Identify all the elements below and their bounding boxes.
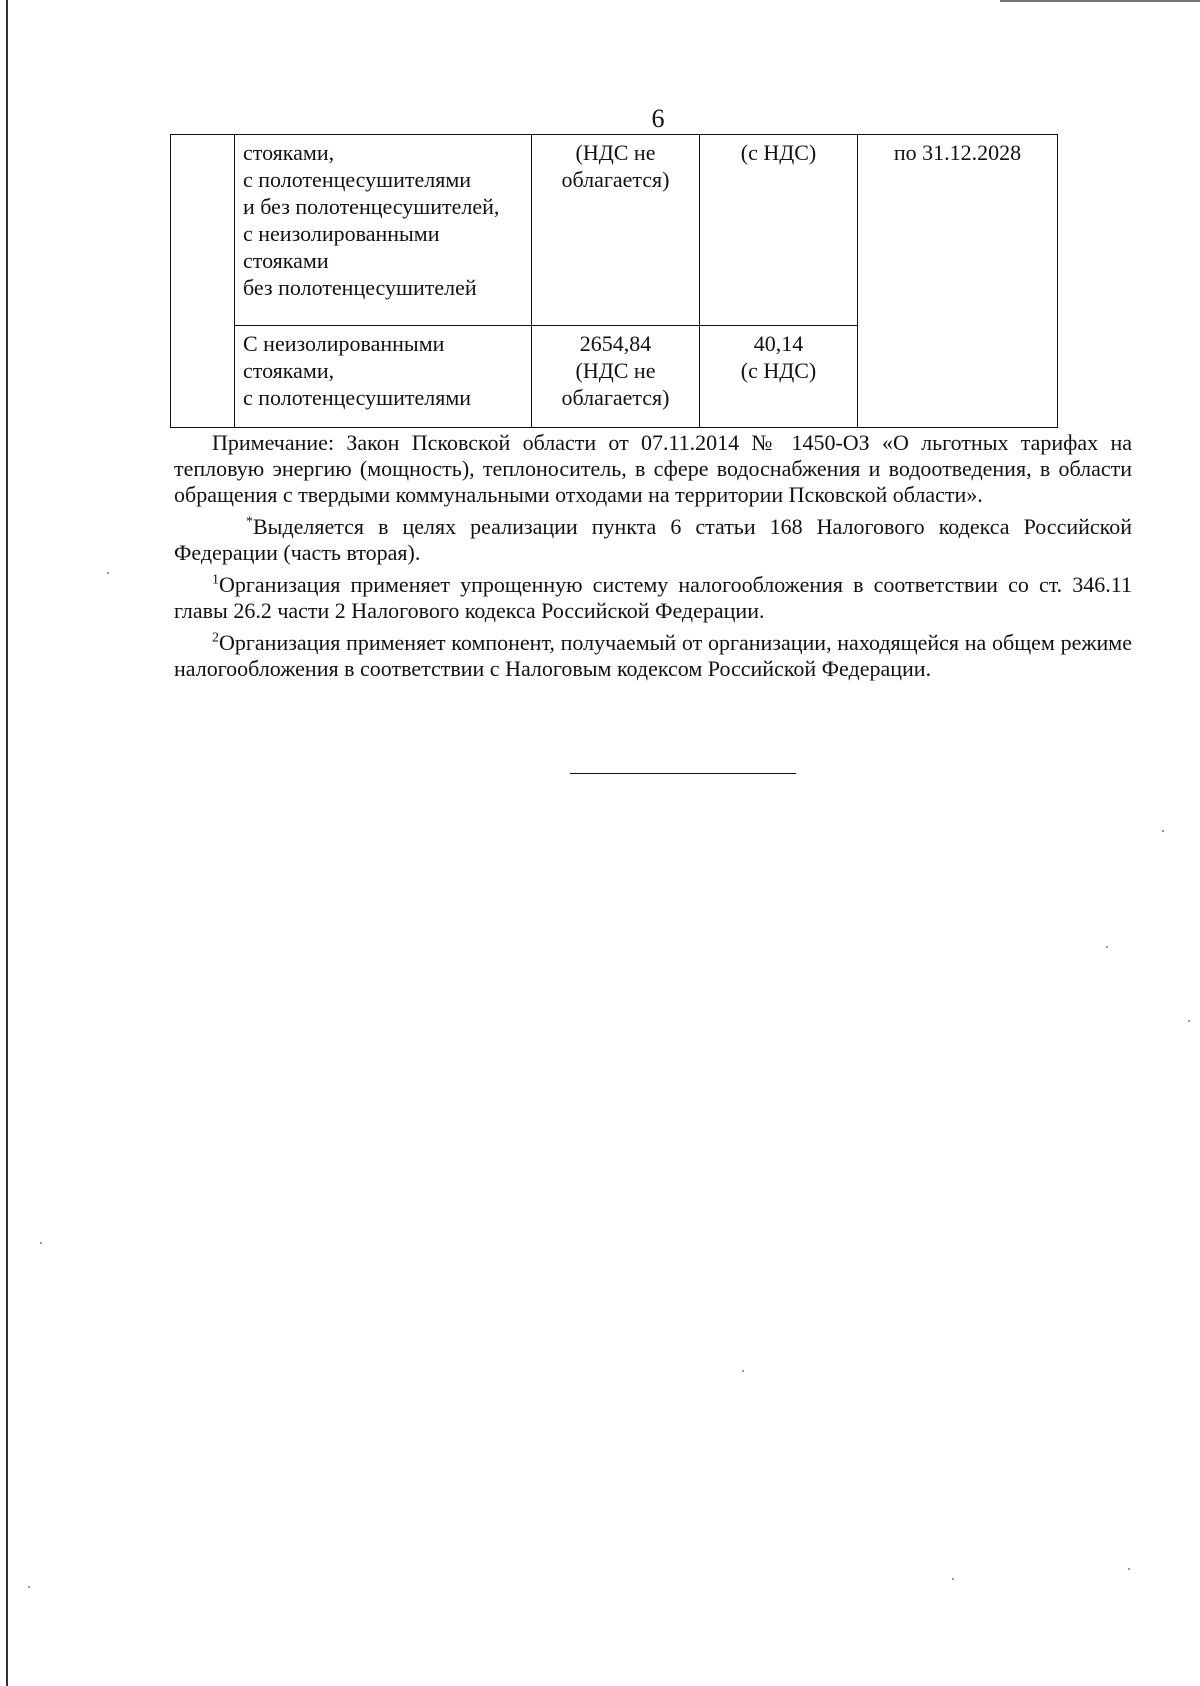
other-rate-cell: [700, 135, 858, 326]
rate-line: облагается): [561, 167, 670, 192]
description-line: с неизолированными: [243, 221, 440, 246]
footnote-2: [174, 630, 1132, 682]
end-of-document-rule: [570, 773, 796, 774]
rate-line: (НДС не: [575, 358, 656, 383]
scan-border-top: [1000, 0, 1200, 2]
scan-speck: [1188, 1020, 1190, 1022]
notes-section: [174, 430, 1132, 688]
scan-speck: [742, 1370, 744, 1372]
scan-speck: [1106, 946, 1108, 948]
row-number-cell: [171, 135, 235, 428]
footnote-text: Организация применяет компонент, получаемый от организации, находящейся на общем режиме налогообложения в соответствии с Налоговым кодексом Российской Федерации.: [174, 630, 1132, 681]
scan-speck: [107, 572, 109, 574]
rate-line: облагается): [561, 385, 670, 410]
other-rate-cell: [700, 326, 858, 428]
tariff-table: [170, 134, 1058, 428]
footnote-marker: *: [246, 514, 253, 530]
footnote-text: Организация применяет упрощенную систему налогообложения в соответствии со ст. 346.11 главы 26.2 части 2 Налогового кодекса Российской Федерации.: [174, 572, 1132, 623]
scan-speck: [952, 1578, 954, 1580]
description-line: стояками: [243, 248, 329, 273]
description-cell: [235, 326, 532, 428]
scan-speck: [1128, 1568, 1130, 1570]
description-line: стояками,: [243, 140, 335, 165]
footnote-marker: 1: [212, 572, 219, 588]
rate-line: (с НДС): [740, 358, 817, 383]
scan-border-left: [6, 0, 8, 1686]
vat-footnote: [174, 514, 1132, 566]
scan-speck: [28, 1586, 30, 1588]
rate-line: 40,14: [753, 331, 804, 356]
validity-period-cell: по 31.12.2028: [858, 135, 1058, 428]
note-paragraph: Примечание: Закон Псковской области от 07.11.2014 № 1450-ОЗ «О льготных тарифах на тепловую энергию (мощность), теплоноситель, в сфере водоснабжения и водоотведения, в области обращения с твердыми коммунальными отходами на территории Псковской области».: [174, 430, 1132, 507]
footnote-marker: 2: [212, 630, 219, 646]
table-row: [171, 135, 1058, 326]
tariff-table-container: [170, 134, 1058, 428]
rate-line: (НДС не: [575, 140, 656, 165]
scan-speck: [40, 1242, 42, 1244]
description-line: без полотенцесушителей: [243, 275, 477, 300]
description-cell: [235, 135, 532, 326]
description-line: С неизолированными: [243, 331, 445, 356]
rate-line: (с НДС): [740, 140, 817, 165]
description-line: с полотенцесушителями: [243, 385, 472, 410]
description-line: и без полотенцесушителей,: [243, 194, 500, 219]
footnote-1: [174, 572, 1132, 624]
page-number: 6: [651, 104, 665, 133]
footnote-text: Выделяется в целях реализации пункта 6 статьи 168 Налогового кодекса Российской Федерации (часть вторая).: [174, 514, 1132, 565]
population-rate-cell: [532, 135, 700, 326]
scan-speck: [1162, 830, 1164, 832]
rate-line: 2654,84: [579, 331, 652, 356]
description-line: с полотенцесушителями: [243, 167, 472, 192]
population-rate-cell: [532, 326, 700, 428]
description-line: стояками,: [243, 358, 335, 383]
